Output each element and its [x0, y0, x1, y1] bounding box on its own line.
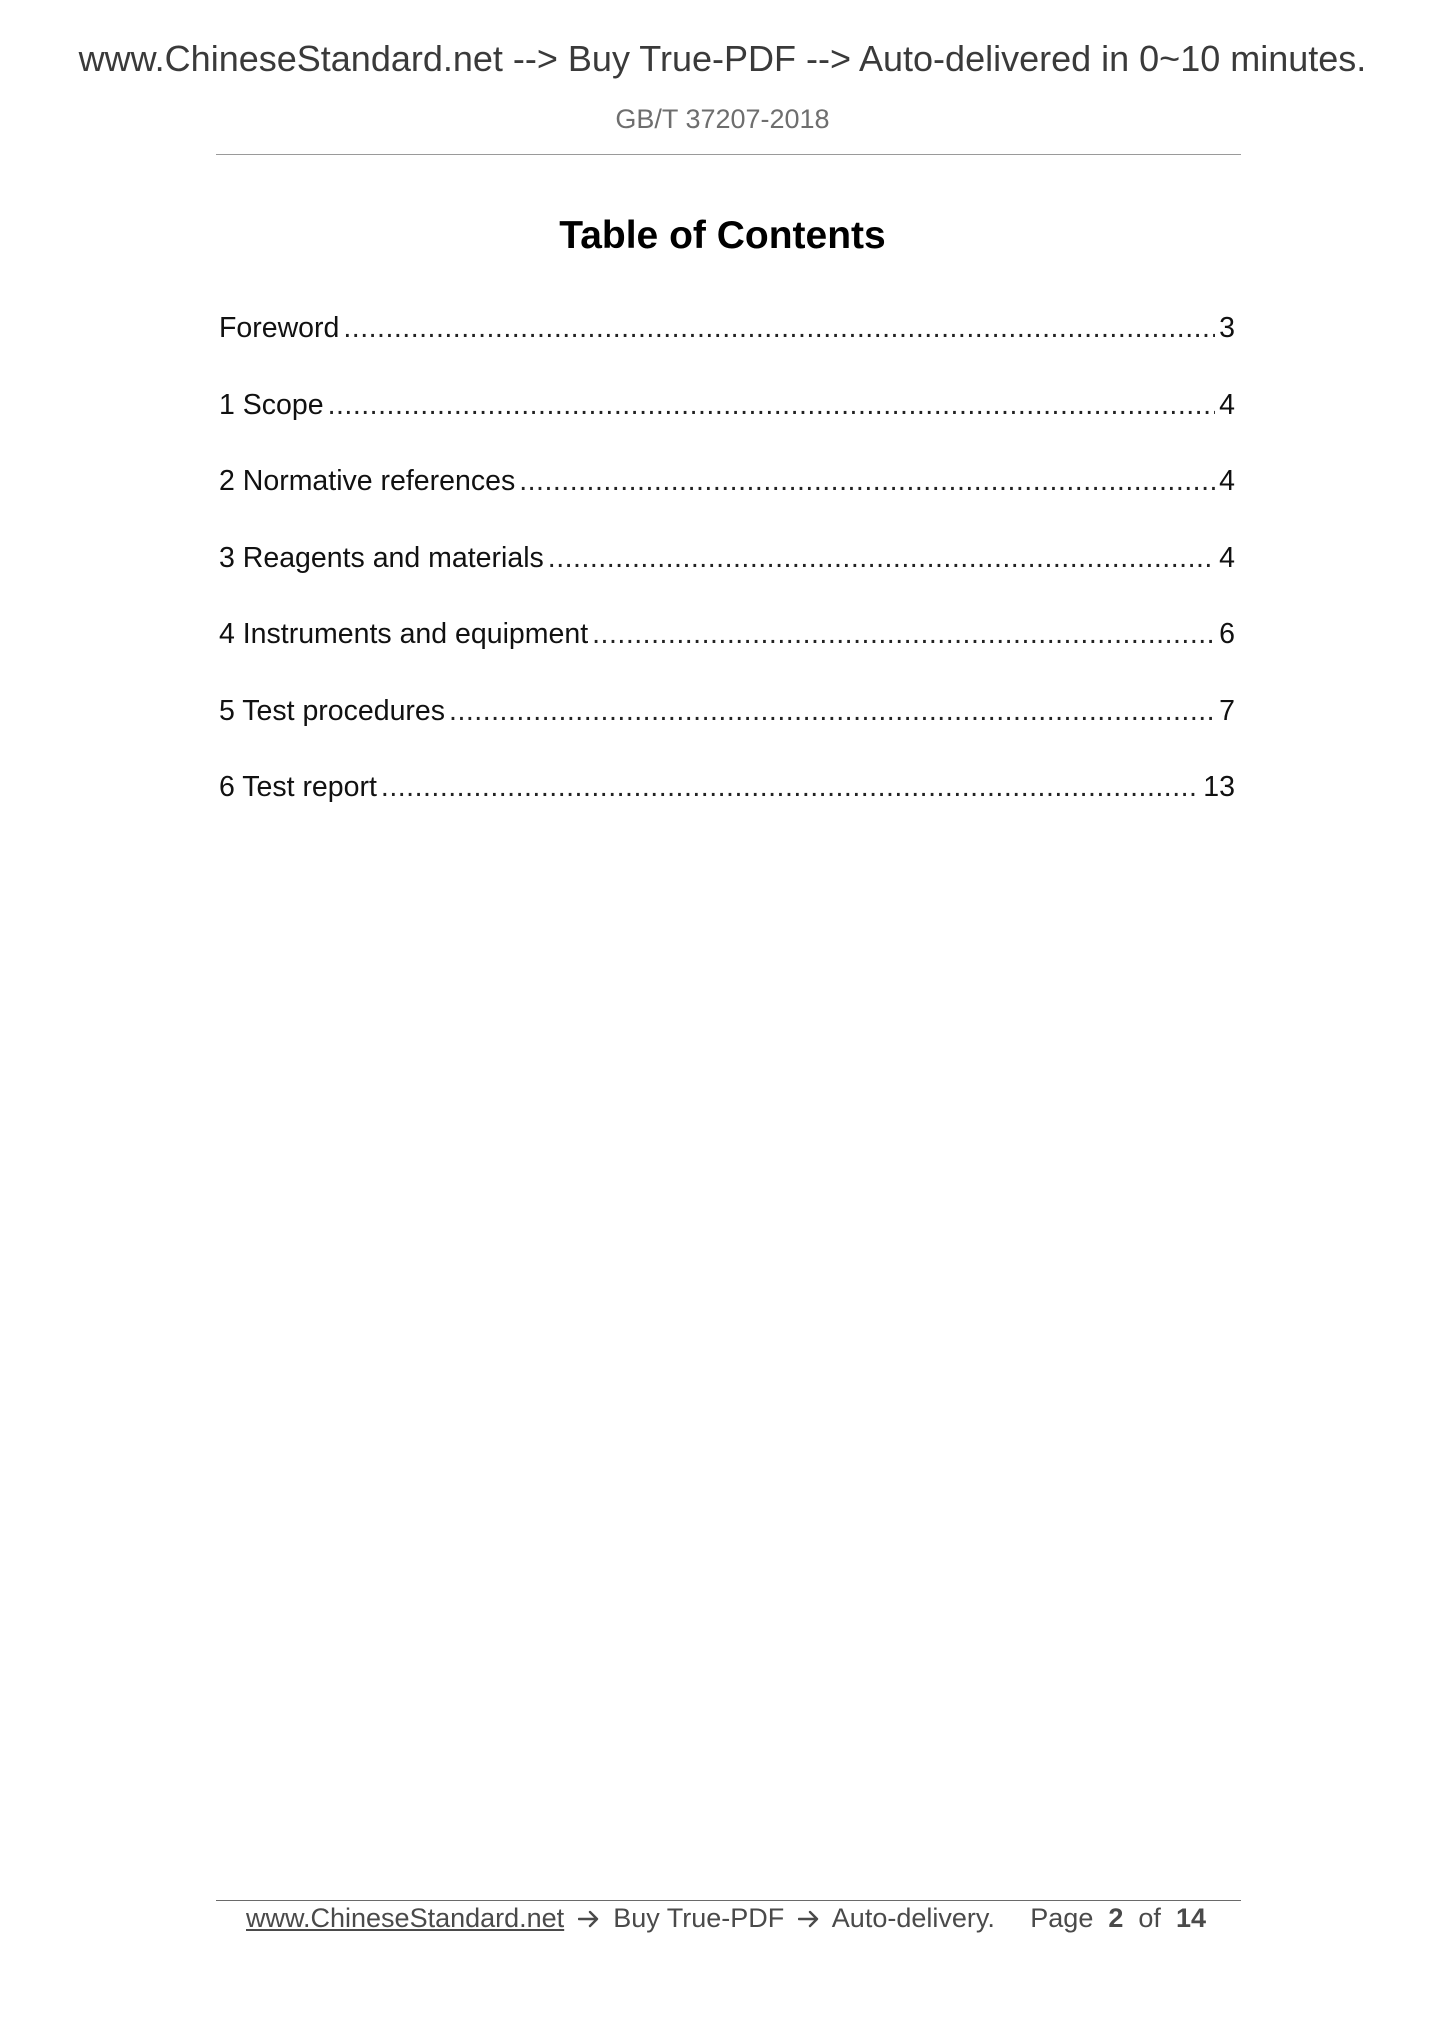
- toc-entry-label: 3 Reagents and materials: [219, 541, 544, 574]
- page-footer: [246, 1903, 1206, 1934]
- toc-entry-reagents-and-materials[interactable]: [219, 542, 1235, 619]
- toc-entry-test-procedures[interactable]: [219, 695, 1235, 772]
- dot-leader: [519, 465, 1215, 498]
- total-page-count: 14: [1175, 1903, 1206, 1933]
- toc-entry-instruments-and-equipment[interactable]: [219, 618, 1235, 695]
- toc-entry-label: 1 Scope: [219, 388, 324, 421]
- header-divider: [216, 154, 1241, 155]
- header-banner: www.ChineseStandard.net --> Buy True-PDF --> Auto-delivered in 0~10 minutes.: [78, 38, 1367, 79]
- dot-leader: [449, 695, 1215, 728]
- page-title: Table of Contents: [559, 214, 886, 257]
- toc-entry-label: 5 Test procedures: [219, 694, 446, 727]
- page-number-indicator: [1030, 1903, 1206, 1934]
- footer-buy-text: Buy True-PDF: [613, 1903, 785, 1933]
- toc-entry-page: 3: [1219, 312, 1235, 344]
- toc-entry-scope[interactable]: [219, 389, 1235, 466]
- toc-entry-page: 4: [1219, 388, 1235, 421]
- toc-entry-page: 4: [1219, 465, 1235, 497]
- dot-leader: [548, 542, 1215, 575]
- page-label: Page: [1030, 1903, 1094, 1933]
- current-page-number: 2: [1108, 1903, 1124, 1933]
- dot-leader: [343, 312, 1215, 345]
- toc-entry-page: 6: [1219, 618, 1235, 650]
- document-code: GB/T 37207-2018: [615, 104, 830, 134]
- toc-entry-page: 7: [1219, 694, 1235, 727]
- toc-entry-label: 6 Test report: [219, 771, 377, 803]
- toc-entry-normative-references[interactable]: [219, 465, 1235, 542]
- toc-entry-test-report[interactable]: [219, 771, 1235, 848]
- toc-entry-label: 2 Normative references: [219, 465, 516, 497]
- footer-divider: [216, 1900, 1241, 1901]
- dot-leader: [592, 618, 1215, 651]
- toc-entry-page: 4: [1219, 541, 1235, 574]
- toc-entry-page: 13: [1203, 771, 1235, 803]
- footer-delivery-text: Auto-delivery.: [831, 1903, 995, 1933]
- footer-site-link[interactable]: www.ChineseStandard.net: [246, 1903, 565, 1933]
- of-label: of: [1138, 1903, 1161, 1933]
- toc-entry-label: Foreword: [219, 312, 340, 344]
- dot-leader: [381, 771, 1199, 804]
- right-arrow-icon: [798, 1903, 820, 1934]
- toc-entry-label: 4 Instruments and equipment: [219, 618, 589, 650]
- toc-entry-foreword[interactable]: [219, 312, 1235, 389]
- right-arrow-icon: [578, 1903, 600, 1934]
- table-of-contents: [219, 312, 1235, 848]
- dot-leader: [328, 389, 1216, 422]
